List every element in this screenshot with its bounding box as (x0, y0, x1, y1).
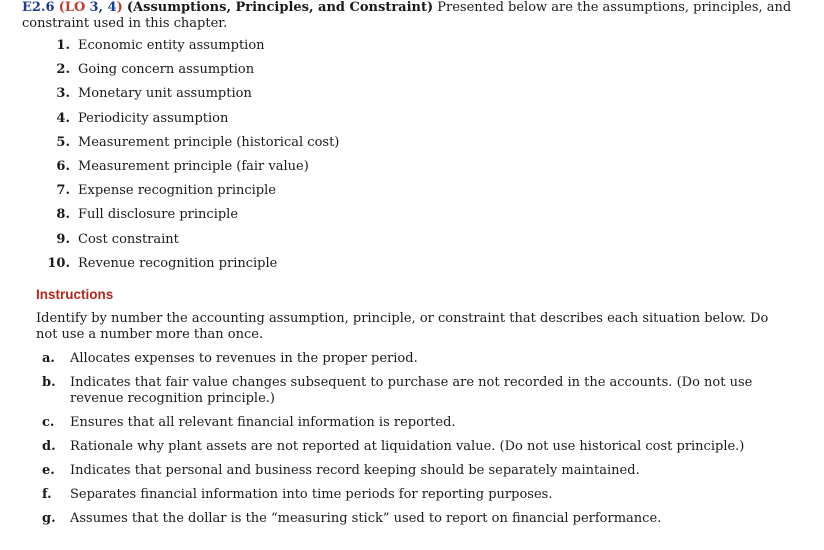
learning-objective-close: ) (116, 0, 123, 15)
item-number: 10. (47, 255, 70, 271)
item-number: 5. (56, 134, 70, 150)
exercise-topic: (Assumptions, Principles, and Constraint) (126, 0, 434, 15)
item-text: Indicates that personal and business record keeping should be separately maintained. (70, 463, 640, 478)
list-item (42, 463, 792, 479)
item-text: Revenue recognition principle (78, 255, 278, 271)
item-letter: e. (42, 463, 55, 478)
item-text: Going concern assumption (78, 62, 255, 78)
list-item (36, 86, 339, 110)
item-text: Expense recognition principle (78, 183, 276, 199)
item-number: 2. (56, 62, 70, 78)
item-text: Measurement principle (fair value) (78, 158, 309, 174)
list-item (36, 232, 339, 256)
situations-list (42, 351, 792, 535)
item-letter: c. (42, 415, 55, 430)
principles-list (36, 38, 339, 280)
item-text: Cost constraint (78, 231, 179, 247)
instructions-heading: Instructions (36, 287, 114, 302)
item-letter: d. (42, 439, 56, 454)
list-item (36, 62, 339, 86)
list-item (36, 159, 339, 183)
item-text: Periodicity assumption (78, 110, 229, 126)
item-number: 8. (56, 207, 70, 223)
item-letter: a. (42, 351, 55, 366)
instructions-text: Identify by number the accounting assumption, principle, or constraint that describes each situation below. Do not use a number more than once. (36, 311, 769, 342)
item-number: 9. (56, 231, 70, 247)
learning-objective-label: LO (64, 0, 86, 15)
item-number: 3. (56, 86, 70, 102)
learning-objective-open: ( (58, 0, 65, 15)
exercise-intro-text: Presented below are the assumptions, principles, and constraint used in this chapter. (22, 0, 792, 31)
list-item (42, 351, 792, 367)
item-text: Assumes that the dollar is the “measuring stick” used to report on financial performance. (70, 511, 662, 526)
item-number: 4. (56, 110, 70, 126)
item-number: 1. (56, 38, 70, 53)
exercise-code: E2.6 (22, 0, 55, 15)
item-number: 6. (56, 158, 70, 174)
list-item (42, 511, 792, 527)
item-text: Full disclosure principle (78, 207, 239, 223)
item-text: Measurement principle (historical cost) (78, 134, 340, 150)
learning-objective-numbers: 3, 4 (89, 0, 117, 15)
list-item (36, 207, 339, 231)
item-number: 7. (56, 183, 70, 199)
item-text: Rationale why plant assets are not reported at liquidation value. (Do not use historical cost principle.) (70, 439, 745, 454)
list-item (42, 439, 792, 455)
list-item (36, 135, 339, 159)
item-letter: b. (42, 375, 56, 390)
item-text: Ensures that all relevant financial information is reported. (70, 415, 456, 430)
exercise-intro (22, 0, 802, 32)
item-text: Allocates expenses to revenues in the proper period. (70, 351, 418, 366)
item-text: Monetary unit assumption (78, 86, 252, 102)
list-item (36, 111, 339, 135)
item-letter: f. (42, 487, 52, 502)
list-item (36, 38, 339, 62)
item-letter: g. (42, 511, 56, 526)
list-item (36, 183, 339, 207)
list-item (36, 256, 339, 280)
list-item (42, 415, 792, 431)
item-text: Separates financial information into time periods for reporting purposes. (70, 487, 553, 502)
list-item (42, 487, 792, 503)
item-text: Indicates that fair value changes subsequent to purchase are not recorded in the accounts. (Do not use revenue recognition principle.) (70, 375, 753, 406)
item-text: Economic entity assumption (78, 38, 265, 53)
list-item (42, 375, 792, 407)
